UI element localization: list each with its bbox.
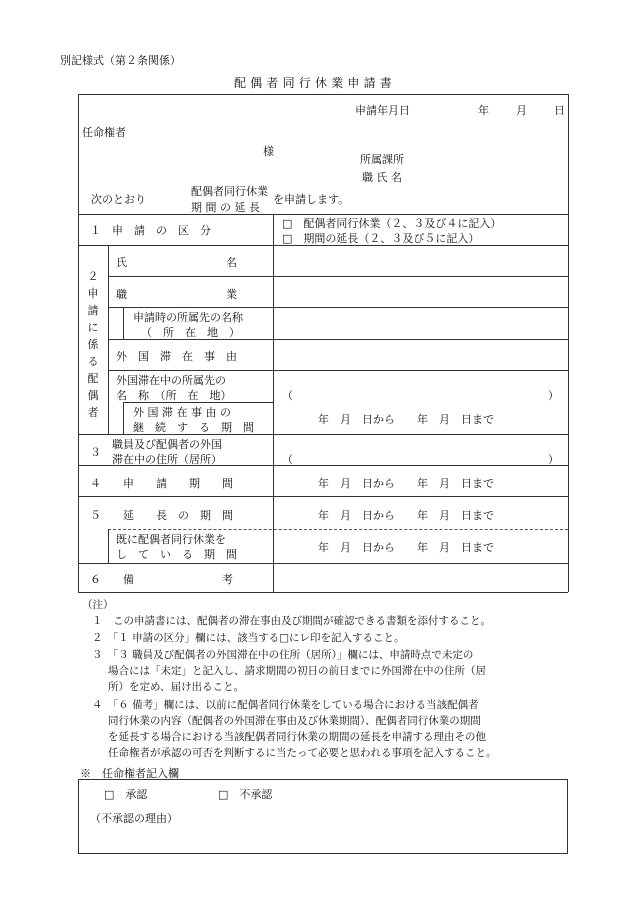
appointer-label: 任命権者 (82, 126, 126, 139)
row5-label: ５ 延 長 の 期 間 (90, 509, 233, 522)
row3-paren-open: （ (282, 453, 293, 466)
reject-reason-label: （不承認の理由） (90, 812, 178, 825)
existing-leave-dates[interactable]: 年 月 日から 年 月 日まで (318, 541, 494, 554)
spouse-name-label: 氏 名 (116, 256, 237, 269)
existing-leave-label-1: 既に配偶者同行休業を (116, 533, 226, 546)
abroad-affiliation-label-1: 外国滞在中の所属先の (116, 374, 226, 387)
intro-option-1: 配偶者同行休業 (191, 185, 268, 198)
row3-label-2: 滞在中の住所（居所） (112, 453, 222, 466)
row1-option-extension-checkbox[interactable]: □ 期間の延長（２、３及び５に記入） (282, 232, 480, 245)
intro-prefix: 次のとおり (91, 193, 146, 206)
extension-period-dates[interactable]: 年 月 日から 年 月 日まで (318, 509, 494, 522)
sama-label: 様 (263, 145, 274, 158)
position-name-label: 職 氏 名 (362, 171, 402, 184)
abroad-reason-label: 外 国 滞 在 事 由 (116, 350, 237, 363)
spouse-affiliation-label-1: 申請時の所属先の名称 (133, 311, 243, 324)
abroad-period-label-1: 外 国 滞 在 事 由 の (133, 406, 231, 419)
notes-heading: （注） (82, 599, 114, 611)
row3-paren-close: ） (548, 453, 559, 466)
row2-vertical-label: ２ 申 請 に 係 る 配 偶 者 (87, 270, 99, 419)
year-label: 年 (478, 104, 489, 117)
abroad-affiliation-paren-close: ） (548, 389, 559, 402)
reject-checkbox[interactable]: □ 不承認 (218, 788, 273, 801)
month-label: 月 (516, 104, 527, 117)
form-label: 別記様式（第２条関係） (60, 54, 181, 67)
appointer-box-heading: ※ 任命権者記入欄 (80, 767, 179, 780)
row1-label: １ 申 請 の 区 分 (90, 224, 211, 237)
note-3-line-2: 場合には「未定」と記入し、請求期間の初日の前日までに外国滞在中の住所（居 (108, 665, 486, 677)
existing-leave-label-2: し て い る 期 間 (116, 548, 237, 561)
abroad-affiliation-label-2: 名 称 （所 在 地） (116, 389, 232, 402)
page-title: 配偶者同行休業申請書 (233, 76, 396, 90)
row6-label: ６ 備 考 (90, 573, 233, 586)
abroad-period-dates[interactable]: 年 月 日から 年 月 日まで (318, 413, 494, 426)
application-date-label: 申請年月日 (355, 104, 410, 117)
day-label: 日 (554, 104, 565, 117)
intro-option-2: 期 間 の 延 長 (191, 201, 260, 214)
abroad-period-label-2: 継 続 す る 期 間 (133, 421, 254, 434)
note-3-line-1: ３ 「３ 職員及び配偶者の外国滞在中の住所（居所）」欄には、申請時点で未定の (92, 649, 474, 661)
row3-label-1: 職員及び配偶者の外国 (112, 438, 222, 451)
row1-option-leave-checkbox[interactable]: □ 配偶者同行休業（２、３及び４に記入） (282, 217, 502, 230)
department-label: 所属課所 (360, 153, 404, 166)
approve-checkbox[interactable]: □ 承認 (104, 788, 148, 801)
note-2: ２ 「１ 申請の区分」欄には、該当する□にレ印を記入すること。 (92, 632, 405, 644)
note-4-line-2: 同行休業の内容（配偶者の外国滞在事由及び休業期間）、配偶者同行休業の期間 (108, 715, 481, 727)
note-4-line-4: 任命権者が承認の可否を判断するに当たって必要と思われる事項を記入すること。 (108, 747, 497, 759)
spouse-affiliation-label-2: （ 所 在 地 ） (141, 326, 240, 339)
row4-label: ４ 申 請 期 間 (90, 477, 233, 490)
note-1: １ この申請書には、配偶者の滞在事由及び期間が確認できる書類を添付すること。 (92, 615, 491, 627)
note-4-line-1: ４ 「６ 備考」欄には、以前に配偶者同行休業をしている場合における当該配偶者 (92, 699, 479, 711)
intro-suffix: を申請します。 (273, 193, 350, 206)
row3-number: ３ (90, 446, 101, 459)
application-period-dates[interactable]: 年 月 日から 年 月 日まで (318, 477, 494, 490)
note-3-line-3: 所）を定め、届け出ること。 (108, 681, 245, 693)
note-4-line-3: を延長する場合における当該配偶者同行休業の期間の延長を申請する理由その他 (108, 731, 486, 743)
abroad-affiliation-paren-open: （ (282, 389, 293, 402)
spouse-job-label: 職 業 (116, 288, 237, 301)
